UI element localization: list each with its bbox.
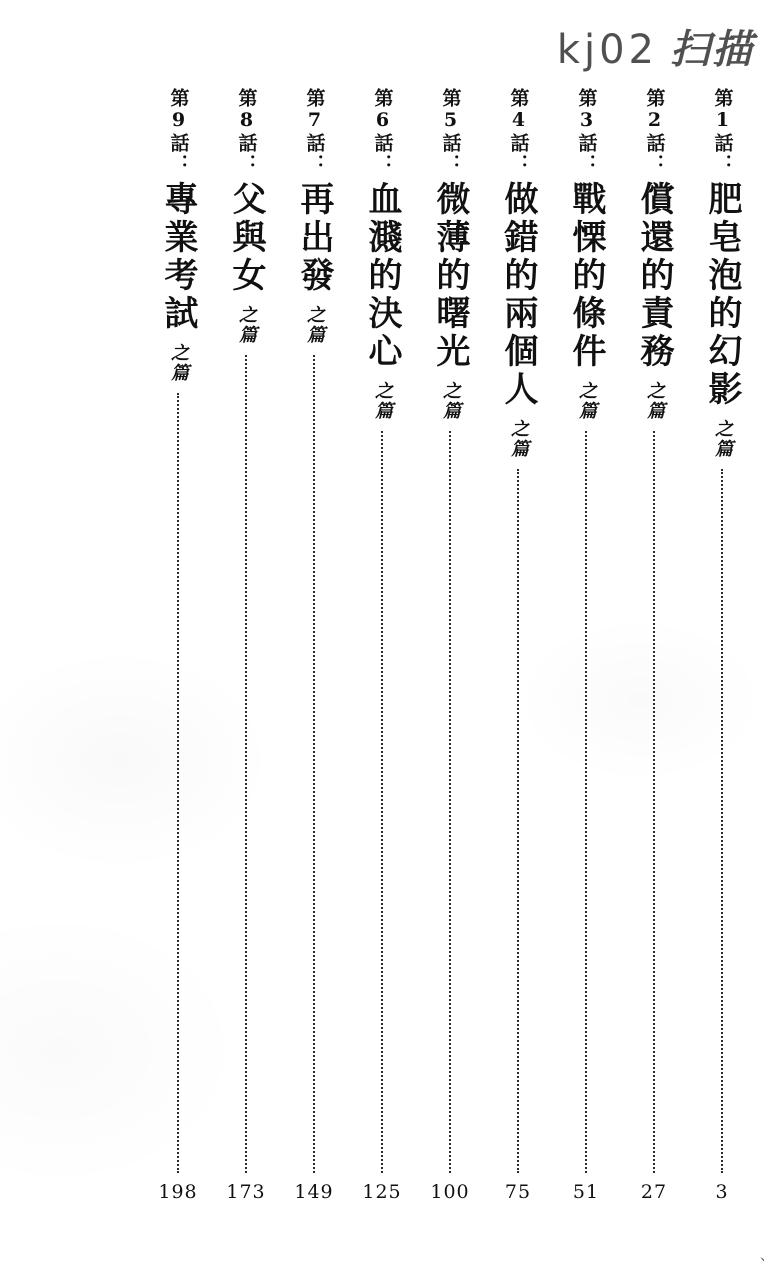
toc-entry-page: 125 <box>362 1181 402 1203</box>
toc-leader <box>517 469 519 1173</box>
toc-leader <box>245 355 247 1173</box>
toc-entry-number: 第4話： <box>507 88 530 175</box>
toc-leader <box>585 431 587 1173</box>
toc-entry-title: 微薄的曙光 <box>430 181 470 371</box>
toc-entry-suffix: 之篇 <box>508 419 529 459</box>
toc-entry-number: 第2話： <box>643 88 666 175</box>
toc-leader <box>653 431 655 1173</box>
toc-entry-title: 父與女 <box>226 181 266 295</box>
toc-entry-title: 肥皂泡的幻影 <box>702 181 742 409</box>
toc-entry-page: 173 <box>226 1181 266 1203</box>
toc-entry <box>552 88 620 1279</box>
toc-entry <box>688 88 756 1279</box>
toc-entry-suffix: 之篇 <box>644 381 665 421</box>
toc-leader <box>313 355 315 1173</box>
toc-entry-number: 第8話： <box>235 88 258 175</box>
toc-entry <box>348 88 416 1279</box>
toc-entry-number: 第7話： <box>303 88 326 175</box>
toc-leader <box>721 469 723 1173</box>
toc-entry-page: 3 <box>715 1181 729 1203</box>
toc-entry-title: 專業考試 <box>158 181 198 333</box>
toc-entry-title: 償還的責務 <box>634 181 674 371</box>
toc-entry-suffix: 之篇 <box>576 381 597 421</box>
toc-entry-suffix: 之篇 <box>712 419 733 459</box>
toc-entry-title: 再出發 <box>294 181 334 295</box>
scan-watermark <box>557 18 754 75</box>
toc-entry-suffix: 之篇 <box>440 381 461 421</box>
table-of-contents <box>0 88 780 1279</box>
toc-entry-number: 第5話： <box>439 88 462 175</box>
toc-entry-suffix: 之篇 <box>168 343 189 383</box>
toc-entry-page: 27 <box>640 1181 668 1203</box>
toc-entry <box>484 88 552 1279</box>
toc-entry-number: 第1話： <box>711 88 734 175</box>
toc-entry <box>280 88 348 1279</box>
toc-entry-title: 血濺的決心 <box>362 181 402 371</box>
toc-entry-suffix: 之篇 <box>236 305 257 345</box>
toc-entry-title: 戰慄的條件 <box>566 181 606 371</box>
toc-leader <box>177 393 179 1173</box>
toc-entry-number: 第6話： <box>371 88 394 175</box>
toc-entry-page: 149 <box>294 1181 334 1203</box>
toc-entry-page: 198 <box>158 1181 198 1203</box>
scan-corner-mark: 、 <box>760 1248 774 1264</box>
toc-entry <box>212 88 280 1279</box>
toc-entry-suffix: 之篇 <box>304 305 325 345</box>
toc-entry <box>416 88 484 1279</box>
toc-entry <box>144 88 212 1279</box>
toc-leader <box>449 431 451 1173</box>
toc-entry-number: 第9話： <box>167 88 190 175</box>
toc-entry-page: 100 <box>430 1181 470 1203</box>
scan-watermark-cjk: 扫描 <box>670 27 754 73</box>
toc-entry-number: 第3話： <box>575 88 598 175</box>
toc-entry <box>620 88 688 1279</box>
toc-entry-suffix: 之篇 <box>372 381 393 421</box>
toc-entry-page: 51 <box>572 1181 600 1203</box>
toc-leader <box>381 431 383 1173</box>
toc-entry-page: 75 <box>504 1181 532 1203</box>
toc-entry-title: 做錯的兩個人 <box>498 181 538 409</box>
scan-watermark-latin: kj02 <box>556 27 658 73</box>
